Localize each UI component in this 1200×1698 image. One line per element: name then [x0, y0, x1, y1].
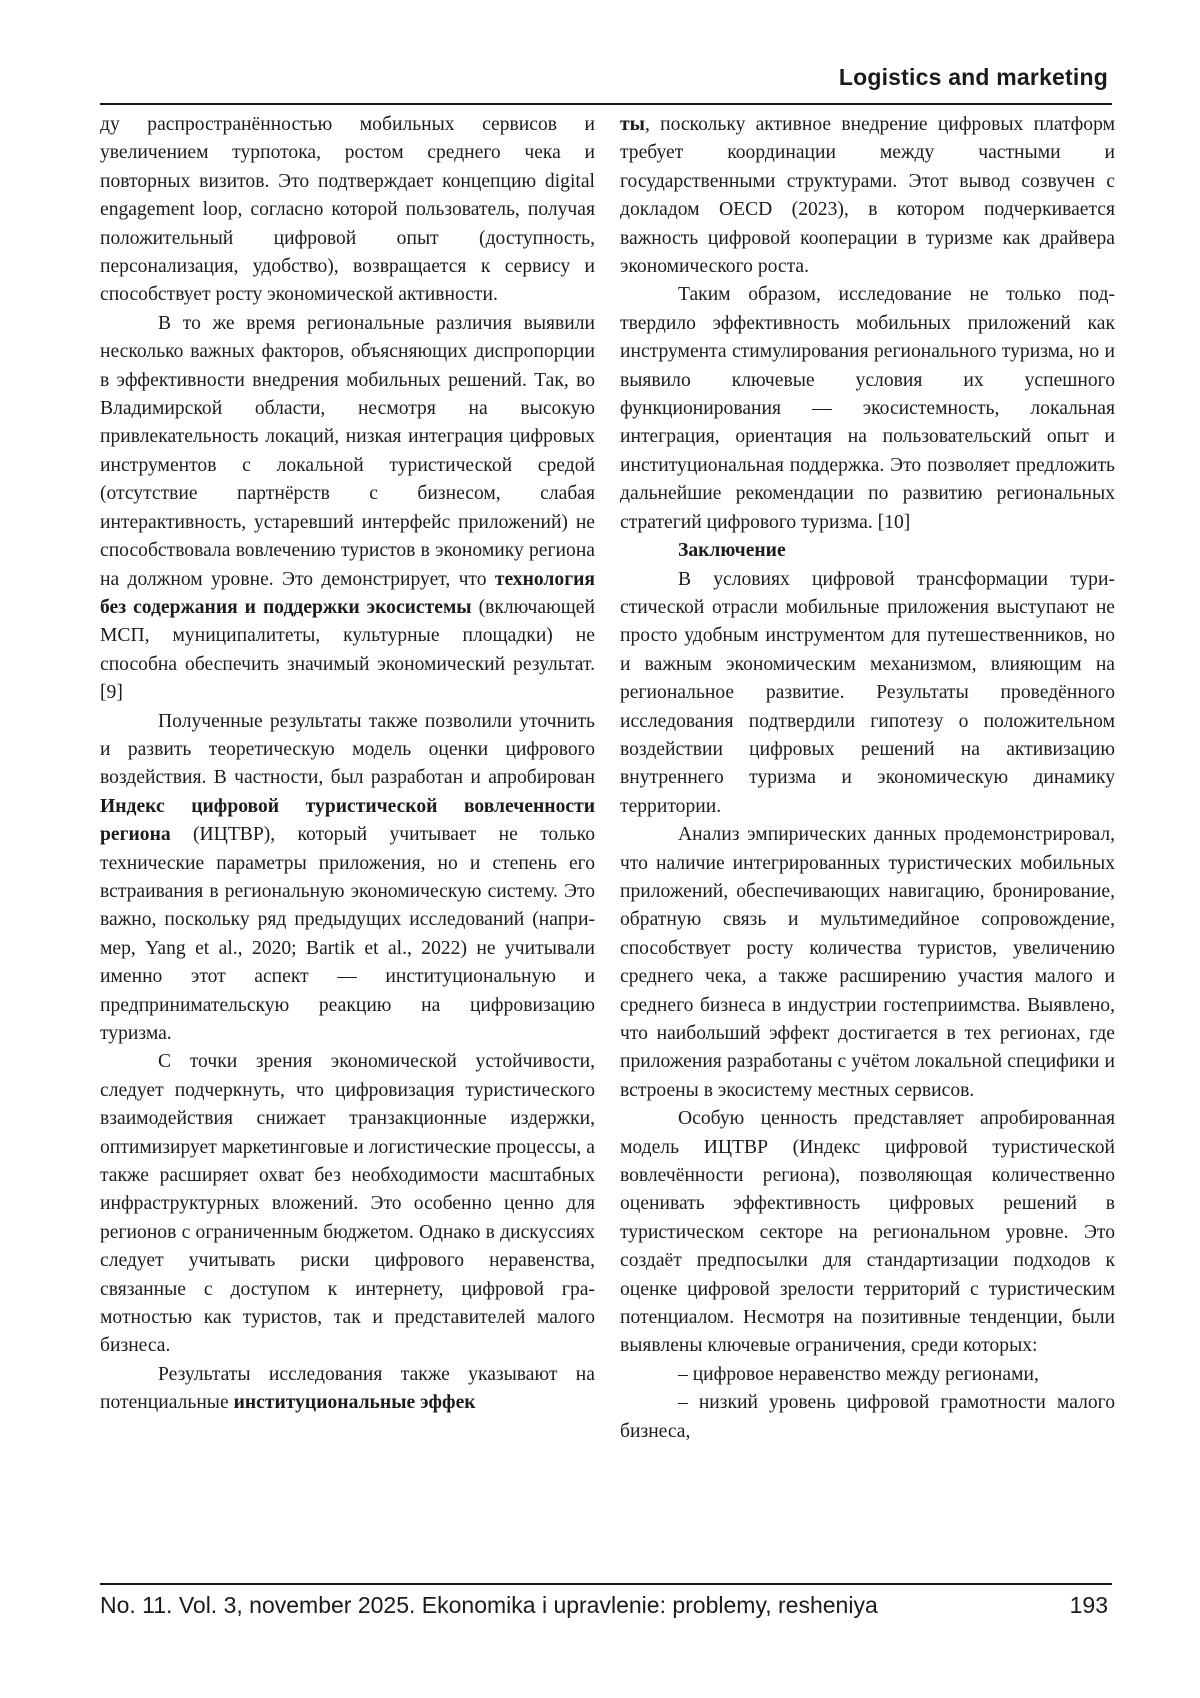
- list-item: – низкий уровень цифровой грамотности малого бизнеса,: [620, 1392, 1115, 1442]
- bold-phrase: институциональные эффек: [233, 1392, 476, 1414]
- section-heading: Заключение: [678, 540, 786, 562]
- bold-phrase: ты: [620, 114, 645, 135]
- text-run: Полученные результаты также позволили уточнить и развить теоретическую модель оценки цифрового воздействия. В частности, был разработан и апробирован: [100, 710, 595, 789]
- text-run: (включающей МСП, муниципалитеты, культурные площадки) не способна обеспечить значимый экономический результат. [9]: [100, 596, 595, 704]
- left-column: [100, 111, 595, 1418]
- journal-citation: No. 11. Vol. 3, november 2025. Ekonomika i upravlenie: problemy, resheniya: [100, 1592, 878, 1618]
- page-number: 193: [1069, 1592, 1108, 1618]
- text-run: В то же время региональные различия выявили несколько важных факторов, объясняющих диспропорции в эффективности внедрения мобильных решений. Так, во Владимирской области, несмотря на высокую привлекательность локаций, низкая интеграция цифровых инструментов с локальной туристической средой (отсутствие партнёрств с бизнесом, слабая интерактивность, устаревший интерфейс приложений) не способствовала вовлечению туристов в экономику региона на должном уровне. Это демонстрирует, что: [100, 312, 595, 590]
- list-item: – цифровое неравенство между регионами,: [678, 1363, 1039, 1385]
- paragraph: ду распространённостью мобильных сервисов и увеличением турпотока, ростом среднего чека и повторных визитов. Это подтверждает концепцию digital engagement loop, согласно которой пользователь, получая положительный цифровой опыт (доступность, персонализация, удобство), возвращается к сервису и способствует росту экономической активности.: [100, 114, 595, 306]
- paragraph: [620, 111, 1115, 281]
- paragraph: [100, 1361, 595, 1418]
- text-run: , поскольку активное внедрение цифровых платформ требует координации между частными и государственными структурами. Этот вывод созвучен с докладом OECD (2023), в котором подчеркивается важность цифровой кооперации в туризме как драйвера экономического роста.: [620, 114, 1115, 278]
- paragraph: [100, 708, 595, 1049]
- paragraph: В условиях цифровой трансформации туристической отрасли мобильные приложения выступают не просто удобным инструментом для путешественников, но и важным экономическим механизмом, влияющим на региональное развитие. Результаты проведённого исследования подтвердили гипотезу о положительном воздействии цифровых решений на активизацию внутреннего туризма и экономическую динамику территории.: [620, 568, 1115, 817]
- footer-rule: [100, 1583, 1112, 1585]
- right-column: [620, 111, 1115, 1446]
- paragraph: Таким образом, исследование не только подтвердило эффективность мобильных приложений как инструмента стимулирования регионального туризма, но и выявило ключевые условия их успешного функционирования — экосистемность, локальная интеграция, ориентация на пользовательский опыт и институциональная поддержка. Это позволяет предложить дальнейшие рекомендации по развитию региональных стратегий цифрового туризма. [10]: [620, 284, 1115, 533]
- paragraph: [100, 310, 595, 708]
- bold-phrase: технология без содержания и поддержки экосистемы: [100, 568, 595, 618]
- text-run: Результаты исследования также указывают на потенциальные: [100, 1363, 595, 1414]
- text-run: (ИЦТВР), который учитывает не только технические параметры приложения, но и степень его встраивания в региональную экономическую систему. Это важно, поскольку ряд предыдущих исследований (например, Yang et al., 2020; Bartik et al., 2022) не учитывали именно этот аспект — институциональную и предпринимательскую реакцию на цифровизацию туризма.: [100, 824, 595, 1044]
- bold-phrase: Индекс цифровой туристической вовлеченности региона: [100, 795, 595, 846]
- header-rule: [100, 103, 1112, 105]
- paragraph: Особую ценность представляет апробированная модель ИЦТВР (Индекс цифровой туристической вовлечённости региона), позволяющая количественно оценивать эффективность цифровых решений в туристическом секторе на региональном уровне. Это создаёт предпосылки для стандартизации подходов к оценке цифровой зрелости территорий с туристическим потенциалом. Несмотря на позитивные тенденции, были выявлены ключевые ограничения, среди которых:: [620, 1108, 1115, 1357]
- paragraph: С точки зрения экономической устойчивости, следует подчеркнуть, что цифровизация туристического взаимодействия снижает транзакционные издержки, оптимизирует маркетинговые и логистические процессы, а также расширяет охват без необходимости масштабных инфраструктурных вложений. Это особенно ценно для регионов с ограниченным бюджетом. Однако в дискуссиях следует учитывать риски цифрового неравенства, связанные с доступом к интернету, цифровой грамотностью как туристов, так и представителей малого бизнеса.: [100, 1051, 595, 1357]
- paragraph: Анализ эмпирических данных продемонстрировал, что наличие интегрированных туристических мобильных приложений, обеспечивающих навигацию, бронирование, обратную связь и мультимедийное сопровождение, способствует росту количества туристов, увеличению среднего чека, а также расширению участия малого и среднего бизнеса в индустрии гостеприимства. Выявлено, что наибольший эффект достигается в тех регионах, где приложения разработаны с учётом локальной специфики и встроены в экосистему местных сервисов.: [620, 824, 1115, 1101]
- section-title: Logistics and marketing: [838, 64, 1108, 90]
